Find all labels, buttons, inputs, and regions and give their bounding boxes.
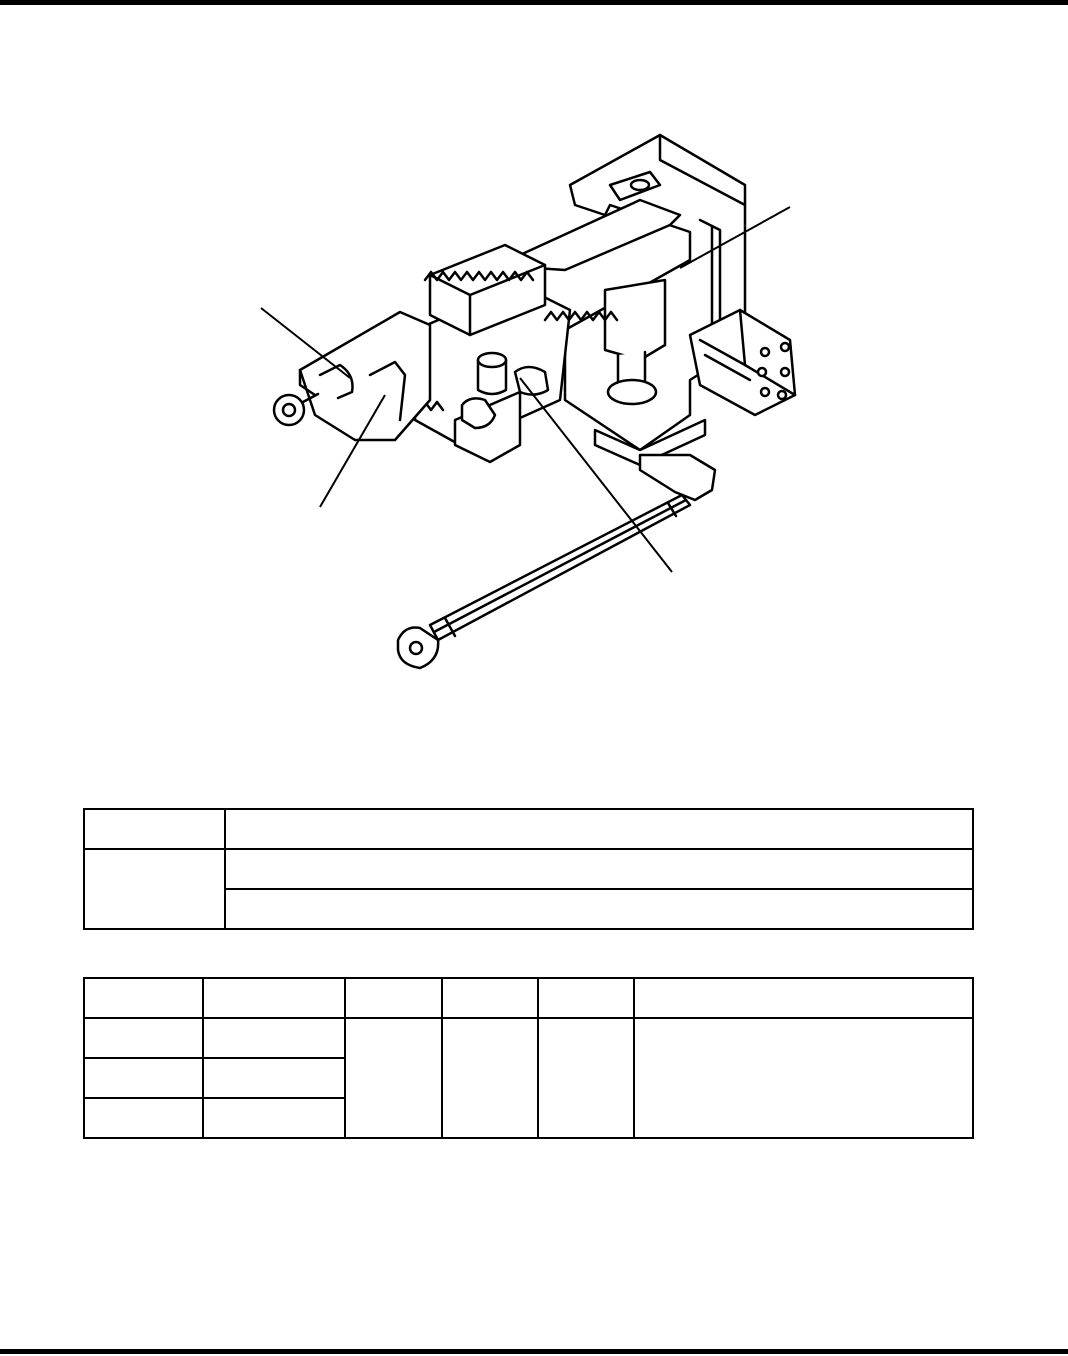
- table-row: [84, 849, 973, 889]
- table-cell: [634, 1018, 973, 1138]
- table-cell: [225, 849, 973, 889]
- table-cell: [84, 809, 225, 849]
- support-post: [605, 280, 665, 360]
- table-header-row: [84, 978, 973, 1018]
- table-cell: [225, 809, 973, 849]
- table-cell: [84, 849, 225, 929]
- column-header: [345, 978, 442, 1018]
- column-header: [538, 978, 634, 1018]
- info-table: [83, 808, 974, 930]
- column-header: [84, 978, 203, 1018]
- tie-rod: [430, 495, 690, 640]
- table-cell: [84, 1058, 203, 1098]
- table-cell: [225, 889, 973, 929]
- table-cell: [84, 1098, 203, 1138]
- table-cell: [345, 1018, 442, 1138]
- table-cell: [203, 1058, 345, 1098]
- column-header: [634, 978, 973, 1018]
- elbow-fitting-right: [515, 367, 548, 395]
- table-cell: [203, 1098, 345, 1138]
- column-header: [203, 978, 345, 1018]
- table-cell: [203, 1018, 345, 1058]
- bottom-rule: [0, 1349, 1068, 1354]
- table-row: [84, 1018, 973, 1058]
- parts-table: [83, 977, 974, 1139]
- column-header: [442, 978, 538, 1018]
- table-cell: [84, 1018, 203, 1058]
- table-row: [84, 809, 973, 849]
- swing-arm: [640, 455, 715, 500]
- table-cell: [442, 1018, 538, 1138]
- table-cell: [538, 1018, 634, 1138]
